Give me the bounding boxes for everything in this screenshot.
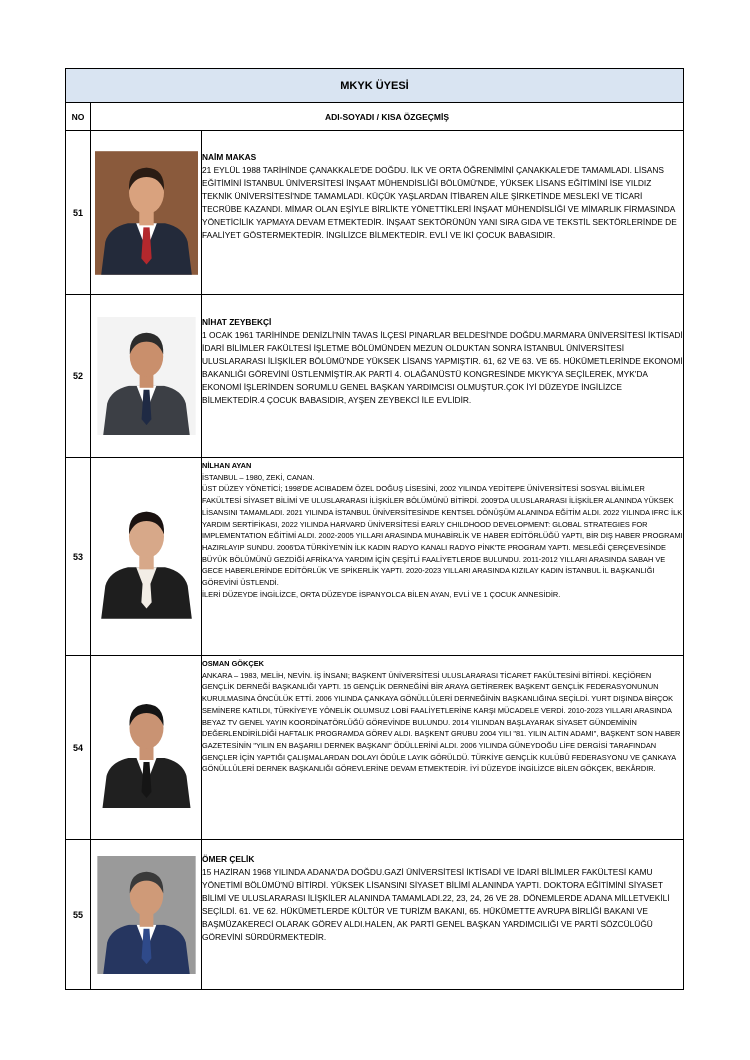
member-name: NİHAT ZEYBEKÇİ (202, 317, 272, 327)
member-row (66, 840, 684, 990)
member-number: 52 (66, 295, 91, 458)
member-bio: ANKARA – 1983, MELİH, NEVİN. İŞ İNSANI; BAŞKENT ÜNİVERSİTESİ ULUSLARARASI TİCARET FAKÜLTESİNİ BİTİRDİ. KEÇİÖREN GENÇLİK DERNEĞİ BAŞKANLIĞI YAPTI. 15 GENÇLİK DERNEĞİNİ BİR ARAYA GETİREREK BAŞKENT GENÇLİK FEDERASYONUNUN KURULMASINA ÖNCÜLÜK ETTİ. 2006 YILINDA ÇANKAYA GÖNÜLLÜLERİ DERNEĞİNİN BAŞKANLIĞINA SEÇİLDİ. YURT DIŞINDA BİRÇOK SEMİNERE KATILDI, TÜRKİYE'YE YÖNELİK OLUMSUZ LOBİ FAALİYETLERİNE KARŞI MÜCADELE VERDİ. 2010-2023 YILLARI ARASINDA BEYAZ TV GENEL YAYIN KOORDİNATÖRLÜĞÜ GÖREVİNDE BULUNDU. 2014 YILINDAN BAŞLAYARAK SİYASET GÜNDEMİNİN DEĞERLENDİRİLDİĞİ HAFTALIK PROGRAMDA GÖREV ALDI. BAŞKENT GRUBU 2004 YILI "81. YILIN ALTIN ADAMI", BAŞKENT SON HABER GAZETESİNİN "YILIN EN BAŞARILI DERNEK BAŞKANI" ÖDÜLLERİNİ ALDI. 2006 YILINDA GÜNEYDOĞU LİFE DERGİSİ TARAFINDAN GENÇLER İÇİN YAPTIĞI ÇALIŞMALARDAN DOLAYI ÖDÜLE LAYIK GÖRÜLDÜ. TÜRKİYE GENÇLİK KULÜBÜ FEDERASYONU VE ÇANKAYA GÖNÜLLÜLERİ DERNEK BAŞKANLIĞI GÖREVLERİNE DEVAM ETMEKTEDİR. İYİ DÜZEYDE İNGİLİZCE BİLEN GÖKÇEK, BEKÂRDIR. (202, 670, 681, 774)
member-bio: 1 OCAK 1961 TARİHİNDE DENİZLİ'NİN TAVAS İLÇESİ PINARLAR BELDESİ'NDE DOĞDU.MARMARA ÜNİVERSİTESİ İKTİSADİ İDARİ BİLİMLER FAKÜLTESİ İŞLETME BÖLÜMÜNDEN MEZUN OLDUKTAN SONRA İSTANBUL ÜNİVERSİTESİ ULUSLARARASI İLİŞKİLER BÖLÜMÜ'NDE YÜKSEK LİSANS YAPMIŞTIR. 61, 62 VE 63. VE 65. HÜKÜMETLERİNDE EKONOMİ BAKANLIĞI GÖREVİNİ ÜSTLENMİŞTİR.AK PARTİ 4. OLAĞANÜSTÜ KONGRESİNDE MKYK'YA SEÇİLEREK, MYK'DA EKONOMİ İŞLERİNDEN SORUMLU GENEL BAŞKAN YARDIMCISI OLMUŞTUR.ÇOK İYİ DÜZEYDE İNGİLİZCE BİLMEKTEDİR.4 ÇOCUK BABASIDIR, AYŞEN ZEYBEKCİ İLE EVLİDİR. (202, 330, 683, 405)
column-header-no: NO (66, 103, 91, 131)
member-photo (95, 150, 198, 276)
member-name: NAİM MAKAS (202, 152, 257, 162)
table-title: MKYK ÜYESİ (66, 69, 684, 103)
member-number: 54 (66, 656, 91, 840)
member-bio: 15 HAZİRAN 1968 YILINDA ADANA'DA DOĞDU.GAZİ ÜNİVERSİTESİ İKTİSADİ VE İDARİ BİLİMLER FAKÜLTESİ KAMU YÖNETİMİ BÖLÜMÜ'NÜ BİTİRDİ. YÜKSEK LİSANSINI SİYASET BİLİMİ ALANINDA YAPTI. DOKTORA EĞİTİMİNİ SİYASET BİLİMİ VE ULUSLARARASI İLİŞKİLER ALANINDA TAMAMLADI.22, 23, 24, 26 VE 28. DÖNEMLERDE ADANA MİLLETVEKİLİ SEÇİLDİ. 61. VE 62. HÜKÜMETLERDE KÜLTÜR VE TURİZM BAKANI, 65. HÜKÜMETTE AVRUPA BİRLİĞİ BAKANI VE BAŞMÜZAKERECİ OLARAK GÖREV ALDI.HALEN, AK PARTİ GENEL BAŞKAN YARDIMCILIĞI VE PARTİ SÖZCÜLÜĞÜ GÖREVİNİ SÜRDÜRMEKTEDİR. (202, 867, 670, 942)
member-bio: 21 EYLÜL 1988 TARİHİNDE ÇANAKKALE'DE DOĞDU. İLK VE ORTA ÖĞRENİMİNİ ÇANAKKALE'DE TAMAMLADI. LİSANS EĞİTİMİNİ İSTANBUL ÜNİVERSİTESİ İNŞAAT MÜHENDİSLİĞİ BÖLÜMÜ'NDE, YÜKSEK LİSANS EĞİTİMİNİ İSE YILDIZ TEKNİK ÜNİVERSİTESİ'NDE TAMAMLADI. KÜÇÜK YAŞLARDAN İTİBAREN AİLE ŞİRKETİNDE MESLEKİ VE TİCARİ TECRÜBE KAZANDI. MİMAR OLAN EŞİYLE BİRLİKTE YÖNETTİKLERİ İNŞAAT MÜHENDİSLİĞİ VE MİMARLIK FİRMASINDA YÖNETİCİLİK YAPMAYA DEVAM ETMEKTEDİR. İNŞAAT SEKTÖRÜNÜN YANI SIRA GIDA VE TEKSTİL SEKTÖRLERİNDE DE FAALİYET GÖSTERMEKTEDİR. İNGİLİZCE BİLMEKTEDİR. EVLİ VE İKİ ÇOCUK BABASIDIR. (202, 165, 677, 240)
column-header-bio: ADI-SOYADI / KISA ÖZGEÇMİŞ (91, 103, 684, 131)
member-number: 53 (66, 458, 91, 656)
member-name: OSMAN GÖKÇEK (202, 659, 265, 668)
member-row (66, 656, 684, 840)
members-table (65, 68, 684, 990)
member-name: ÖMER ÇELİK (202, 854, 255, 864)
member-row (66, 131, 684, 295)
member-bio: İSTANBUL – 1980, ZEKİ, CANAN. ÜST DÜZEY YÖNETİCİ; 1998'DE ACIBADEM ÖZEL DOĞUŞ LİSESİNİ, 2002 YILINDA YEDİTEPE ÜNİVERSİTESİ SOSYAL BİLİMLER FAKÜLTESİ SİYASET BİLİMİ VE ULUSLARARASI İLİŞKİLER BÖLÜMÜNÜ BİTİRDİ. 2009'DA ULUSLARARASI İLİŞKİLER ALANINDA YÜKSEK LİSANSINI TAMAMLADI. 2021 YILINDA İSTANBUL ÜNİVERSİTESİNDE KENTSEL DÖNÜŞÜM ALANINDA EĞİTİM ALDI. 2022 YILINDA IFRC İLK YARDIM SERTİFİKASI, 2022 YILINDA HARVARD ÜNİVERSİTESİ EARLY CHILDHOOD DEVELOPMENT: GLOBAL STRATEGIES FOR IMPLEMENTATION EĞİTİMİ ALDI. 2002-2005 YILLARI ARASINDA MUHABİRLİK VE HABER EDİTÖRLÜĞÜ YAPTI, BİR DIŞ HABER PROGRAMI HAZIRLAYIP SUNDU. 2006'DA TÜRKİYE'NİN İLK KADIN RADYO KANALI RADYO PİNK'TE PROGRAM YAPTI. MESLEĞİ ÇERÇEVESİNDE BÜYÜK BÖLÜMÜNÜ GEZDİĞİ AFRİKA'YA YARDIM İÇİN ÇEŞİTLİ FAALİYETLERDE BULUNDU. 2011-2012 YILLARI ARASINDA SABAH VE GECE HABERLERİNDE EDİTÖRLÜK VE SPİKERLİK YAPTI. 2020-2023 YILLARI ARASINDA KIZILAY KADIN İSTANBUL İL BAŞKANLIĞI GÖREVİNİ ÜSTLENDİ. İLERİ DÜZEYDE İNGİLİZCE, ORTA DÜZEYDE İSPANYOLCA BİLEN AYAN, EVLİ VE 1 ÇOCUK ANNESİDİR. (202, 472, 683, 599)
member-number: 51 (66, 131, 91, 295)
member-name: NİLHAN AYAN (202, 461, 252, 470)
member-photo (95, 492, 198, 622)
member-photo (94, 856, 199, 974)
member-row (66, 295, 684, 458)
member-row (66, 458, 684, 656)
member-number: 55 (66, 840, 91, 990)
member-photo (94, 317, 199, 435)
member-photo (95, 688, 198, 808)
